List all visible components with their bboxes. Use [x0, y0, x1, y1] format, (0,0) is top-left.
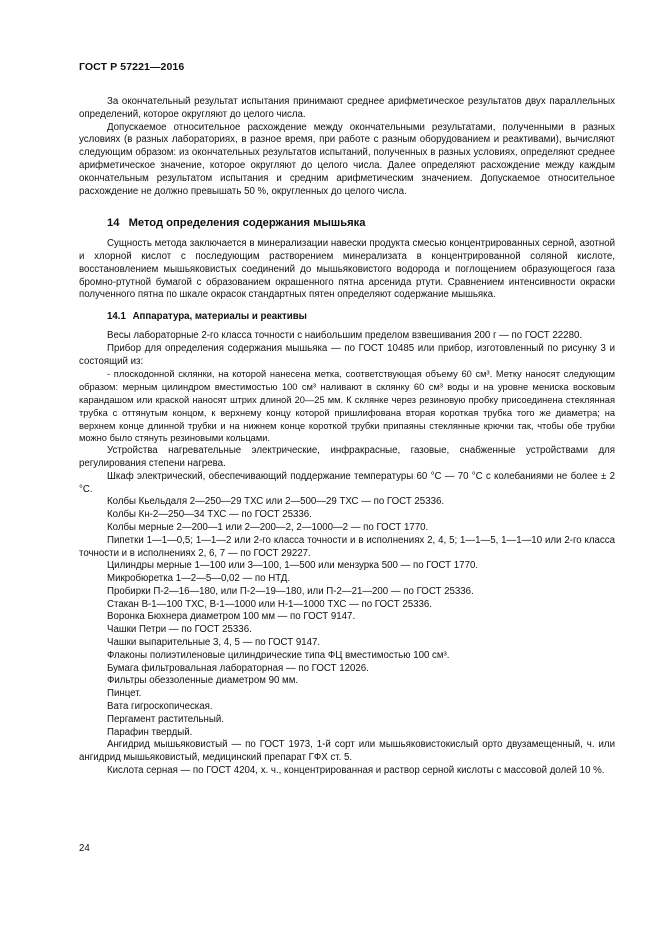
list-item-beakers: Стакан В-1—100 ТХС, В-1—1000 или Н-1—1000 ТХС — по ГОСТ 25336. — [107, 598, 432, 610]
list-item-apparatus: Прибор для определения содержания мышьяка — по ГОСТ 10485 или прибор, изготовленный по рисунку 3 и состоящий из: — [79, 342, 615, 367]
section-number: 14 — [107, 217, 120, 230]
list-item-sulfuric-acid: Кислота серная — по ГОСТ 4204, х. ч., концентрированная и раствор серной кислоты с массовой долей 10 %. — [107, 765, 605, 777]
list-item-parchment: Пергамент растительный. — [107, 713, 224, 725]
list-item-evaporating-dishes: Чашки выпарительные 3, 4, 5 — по ГОСТ 9147. — [107, 637, 321, 649]
list-item-pipettes: Пипетки 1—1—0,5; 1—1—2 или 2-го класса точности и в исполнениях 2, 4, 5; 1—1—5, 1—1—10 или 2-го класса точности и в исполнениях 2, 6, 7 — по ГОСТ 29227. — [79, 534, 615, 559]
list-item-test-tubes: Пробирки П-2—16—180, или П-2—19—180, или П-2—21—200 — по ГОСТ 25336. — [107, 585, 474, 597]
list-item-kjeldahl-flasks: Колбы Кьельдаля 2—250—29 ТХС или 2—500—29 ТХС — по ГОСТ 25336. — [107, 496, 445, 508]
list-item-volumetric-flasks: Колбы мерные 2—200—1 или 2—200—2, 2—1000—2 — по ГОСТ 1770. — [107, 521, 429, 533]
paragraph-final-result: За окончательный результат испытания принимают среднее арифметическое результатов двух параллельных определений, которое округляют до целого числа. — [79, 96, 615, 120]
list-item-buchner-funnel: Воронка Бюхнера диаметром 100 мм — по ГОСТ 9147. — [107, 611, 356, 623]
page-body — [79, 96, 615, 778]
list-item-ashless-filters: Фильтры обеззоленные диаметром 90 мм. — [107, 675, 299, 687]
list-item-paraffin: Парафин твердый. — [107, 726, 193, 738]
subsection-heading — [107, 311, 615, 324]
subsection-number: 14.1 — [107, 311, 126, 323]
list-item-filter-paper: Бумага фильтровальная лабораторная — по ГОСТ 12026. — [107, 662, 369, 674]
list-item-cotton-wool: Вата гигроскопическая. — [107, 701, 213, 713]
subsection-title: Аппаратура, материалы и реактивы — [132, 311, 307, 323]
list-item-scales: Весы лабораторные 2-го класса точности с наибольшим пределом взвешивания 200 г — по ГОСТ 22280. — [107, 329, 583, 341]
list-item-polyethylene-bottles: Флаконы полиэтиленовые цилиндрические типа ФЦ вместимостью 100 см³. — [107, 649, 450, 661]
list-item-cabinet: Шкаф электрический, обеспечивающий поддержание температуры 60 °С — 70 °С с колебаниями не более ± 2 °С. — [79, 470, 615, 495]
list-item-petri-dishes: Чашки Петри — по ГОСТ 25336. — [107, 624, 252, 636]
list-item-conical-flasks: Колбы Кн-2—250—34 ТХС — по ГОСТ 25336. — [107, 509, 312, 521]
list-item-tweezers: Пинцет. — [107, 688, 142, 700]
document-code-header: ГОСТ Р 57221—2016 — [79, 61, 185, 73]
list-item-flask-description: - плоскодонной склянки, на которой нанесена метка, соответствующая объему 60 см³. Метку наносят следующим образом: мерным цилиндром вместимостью 100 см³ наливают в склянку 60 см³ воды и на уровне мениска восковым карандашом или краской наносят штрих длиной 20—25 мм. К склянке через резиновую пробку присоединена стеклянная трубка с оттянутым концом, к верхнему концу которой пришлифована вторая короткая трубка того же диаметра; на верхнем конце длинной трубки и на нижнем конце короткой трубки припаяны стеклянные крючки так, чтобы обе трубки можно было стянуть резиновыми кольцами. — [79, 369, 615, 444]
page-number: 24 — [79, 843, 90, 854]
section-title: Метод определения содержания мышьяка — [128, 217, 366, 230]
list-item-cylinders: Цилиндры мерные 1—100 или 3—100, 1—500 или мензурка 500 — по ГОСТ 1770. — [107, 560, 479, 572]
list-item-microburette: Микробюретка 1—2—5—0,02 — по НТД. — [107, 573, 291, 585]
list-item-arsenous-anhydride: Ангидрид мышьяковистый — по ГОСТ 1973, 1-й сорт или мышьяковистокислый орто двузамещенный, ч. или ангидрид мышьяковистый, медицинский препарат ГФХ ст. 5. — [79, 739, 615, 764]
section-heading — [107, 217, 615, 230]
paragraph-allowed-discrepancy: Допускаемое относительное расхождение между окончательными результатами, полученными в разных условиях (в разных лабораториях, в разное время, при работе с разным оборудованием и реактивами), вычисляют следующим образом: из окончательных результатов испытаний, полученных в разных условиях, определяют среднее арифметическое значение, которое округляют до целого числа. Далее определяют расхождение между каждым окончательным результатом испытания и средним арифметическим значением. Допускаемое относительное расхождение не должно превышать 50 %, округленных до целого числа. — [79, 121, 615, 197]
list-item-heaters: Устройства нагревательные электрические, инфракрасные, газовые, снабженные устройствами для регулирования степени нагрева. — [79, 445, 615, 469]
paragraph-method-essence: Сущность метода заключается в минерализации навески продукта смесью концентрированных серной, азотной и хлорной кислот с последующим растворением минерализата в концентрированной соляной кислоте, восстановлением мышьяковистых соединений до мышьяковистого водорода и поглощением образующегося газа бромно-ртутной бумагой с образованием окрашенного пятна арсенида ртути. Сравнением интенсивности окраски полученного пятна по шкале окрасок стандартных пятен определяют содержание мышьяка. — [79, 238, 615, 301]
